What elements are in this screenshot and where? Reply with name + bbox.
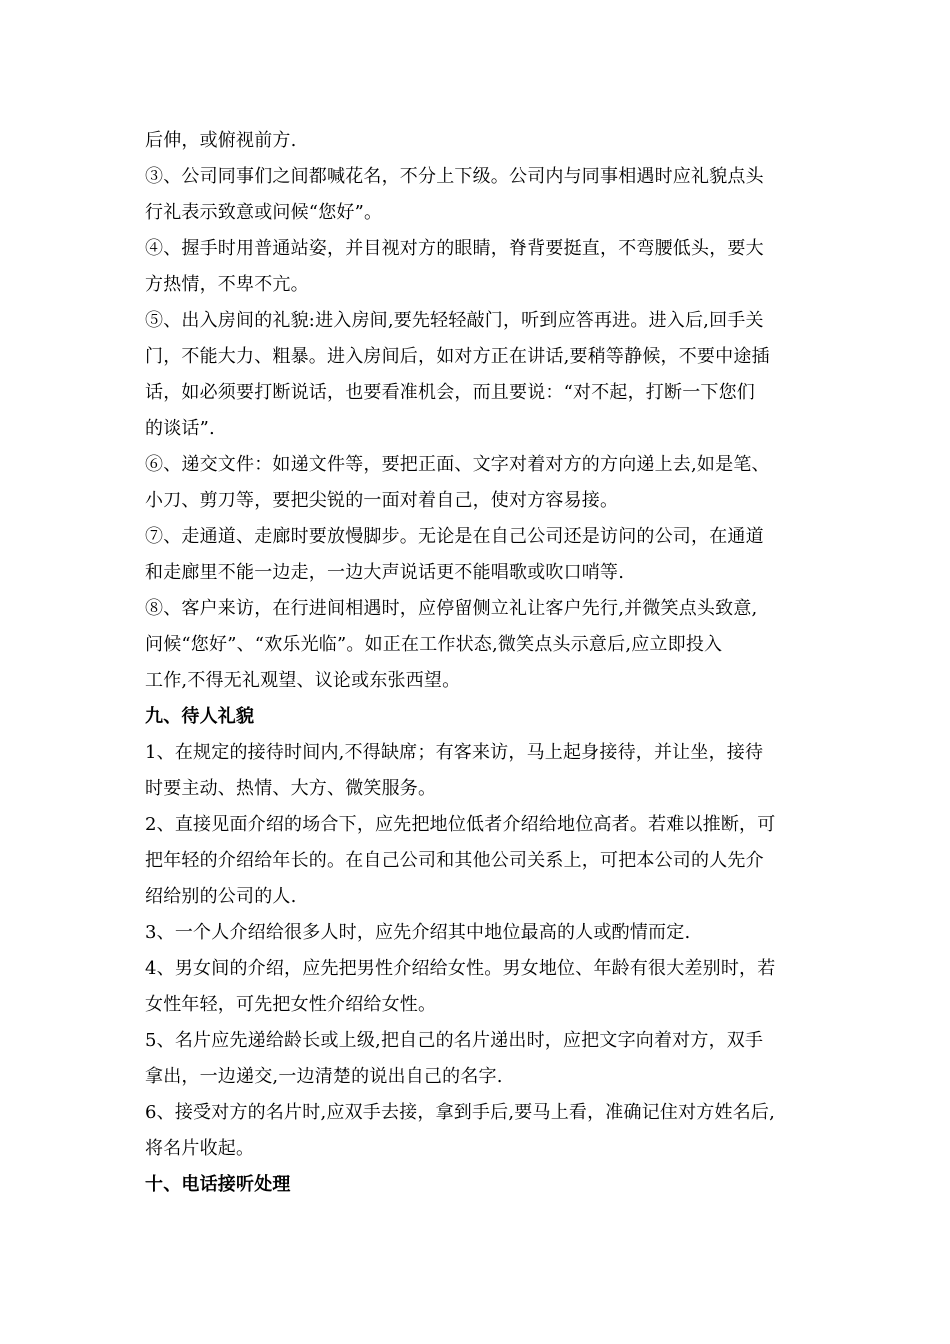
text-line: 问候“您好”、“欢乐光临”。如正在工作状态,微笑点头示意后,应立即投入 bbox=[145, 634, 723, 655]
section-heading: 九、待人礼貌 bbox=[145, 706, 255, 727]
text-line: 3、一个人介绍给很多人时，应先介绍其中地位最高的人或酌情而定. bbox=[145, 922, 691, 943]
text-line: 把年轻的介绍给年长的。在自己公司和其他公司关系上，可把本公司的人先介 bbox=[145, 850, 764, 871]
text-line: 方热情，不卑不亢。 bbox=[145, 274, 309, 295]
text-line: 拿出，一边递交,一边清楚的说出自己的名字. bbox=[145, 1066, 503, 1087]
text-line: 4、男女间的介绍，应先把男性介绍给女性。男女地位、年龄有很大差别时，若 bbox=[145, 958, 776, 979]
text-line: 将名片收起。 bbox=[145, 1138, 255, 1159]
text-line: 女性年轻，可先把女性介绍给女性。 bbox=[145, 994, 437, 1015]
text-line: ⑧、客户来访，在行进间相遇时，应停留侧立礼让客户先行,并微笑点头致意, bbox=[145, 598, 758, 619]
section-heading: 十、电话接听处理 bbox=[145, 1174, 291, 1195]
text-line: 和走廊里不能一边走，一边大声说话更不能唱歌或吹口哨等. bbox=[145, 562, 625, 583]
text-line: 小刀、剪刀等，要把尖锐的一面对着自己，使对方容易接。 bbox=[145, 490, 619, 511]
text-line: 5、名片应先递给龄长或上级,把自己的名片递出时，应把文字向着对方，双手 bbox=[145, 1030, 764, 1051]
text-line: ④、握手时用普通站姿，并目视对方的眼睛，脊背要挺直，不弯腰低头，要大 bbox=[145, 238, 764, 259]
text-line: ③、公司同事们之间都喊花名，不分上下级。公司内与同事相遇时应礼貌点头 bbox=[145, 166, 764, 187]
text-line: 2、直接见面介绍的场合下，应先把地位低者介绍给地位高者。若难以推断，可 bbox=[145, 814, 776, 835]
text-line: 工作,不得无礼观望、议论或东张西望。 bbox=[145, 670, 461, 691]
text-line: ⑦、走通道、走廊时要放慢脚步。无论是在自己公司还是访问的公司，在通道 bbox=[145, 526, 764, 547]
text-line: 后伸，或俯视前方. bbox=[145, 130, 297, 151]
text-line: 行礼表示致意或问候“您好”。 bbox=[145, 202, 383, 223]
text-line: ⑥、递交文件：如递文件等，要把正面、文字对着对方的方向递上去,如是笔、 bbox=[145, 454, 770, 475]
text-line: 门，不能大力、粗暴。进入房间后，如对方正在讲话,要稍等静候，不要中途插 bbox=[145, 346, 770, 367]
text-line: 话，如必须要打断说话，也要看准机会，而且要说：“对不起，打断一下您们 bbox=[145, 382, 755, 403]
text-line: 1、在规定的接待时间内,不得缺席；有客来访，马上起身接待，并让坐，接待 bbox=[145, 742, 764, 763]
text-line: ⑤、出入房间的礼貌:进入房间,要先轻轻敲门，听到应答再进。进入后,回手关 bbox=[145, 310, 764, 331]
text-line: 时要主动、热情、大方、微笑服务。 bbox=[145, 778, 437, 799]
text-line: 绍给别的公司的人. bbox=[145, 886, 297, 907]
text-line: 6、接受对方的名片时,应双手去接，拿到手后,要马上看，准确记住对方姓名后, bbox=[145, 1102, 776, 1123]
text-line: 的谈话”. bbox=[145, 418, 215, 439]
